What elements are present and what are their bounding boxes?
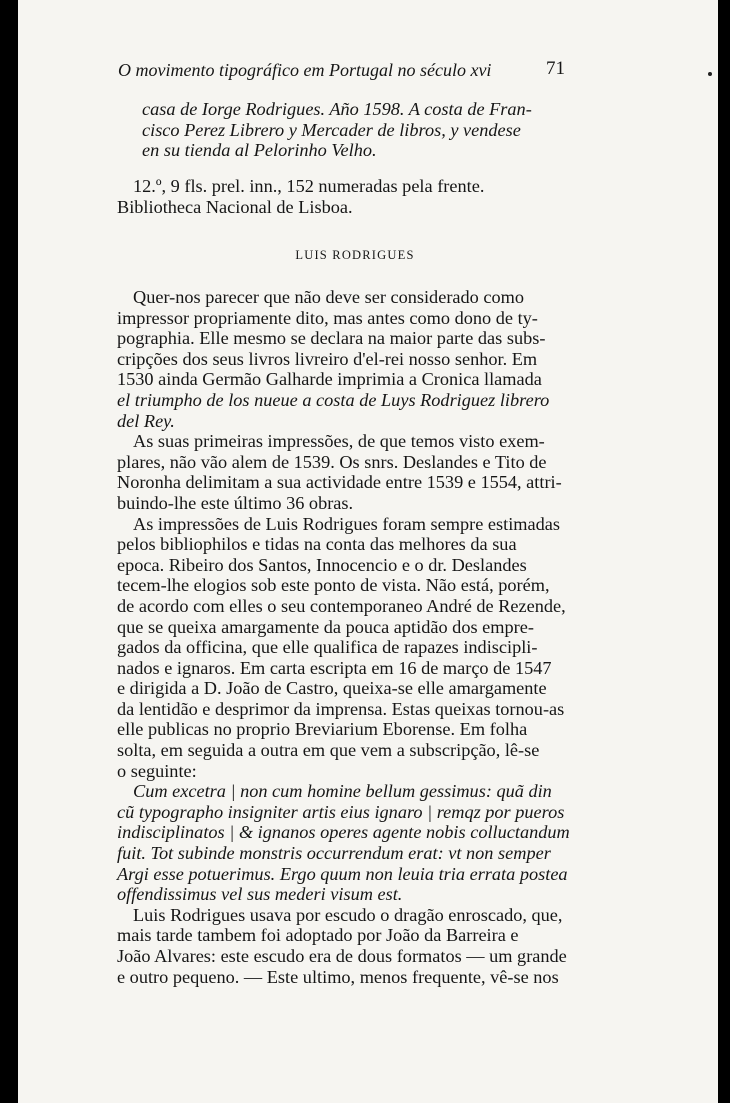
body-line: Cum excetra | non cum homine bellum gessimus: quã din: [133, 781, 552, 802]
body-line: epoca. Ribeiro dos Santos, Innocencio e o dr. Deslandes: [117, 554, 527, 575]
body-line: del Rey.: [117, 410, 175, 431]
body-line: mais tarde tambem foi adoptado por João da Barreira e: [117, 925, 519, 946]
body-line: João Alvares: este escudo era de dous formatos — um grande: [117, 946, 567, 966]
imprint-line: cisco Perez Librero y Mercader de libros, y vendese: [142, 119, 521, 140]
imprint-line: casa de Iorge Rodrigues. Año 1598. A costa de Fran-: [142, 99, 532, 119]
body-line: tecem-lhe elogios sob este ponto de vista. Não está, porém,: [117, 575, 550, 596]
body-line: cũ typographo insigniter artis eius ignaro | remqz por pueros: [117, 801, 565, 822]
section-title: LUIS RODRIGUES: [295, 248, 415, 262]
body-line: elle publicas no proprio Breviarium Eborense. Em folha: [117, 719, 528, 740]
body-line: pographia. Elle mesmo se declara na maior parte das subs-: [117, 328, 546, 349]
running-head: O movimento tipográfico em Portugal no século xvi: [118, 60, 492, 80]
colophon-block: [117, 176, 593, 217]
body-line: solta, em seguida a outra em que vem a subscripção, lê-se: [117, 740, 540, 761]
colophon-line: Bibliotheca Nacional de Lisboa.: [117, 196, 353, 217]
body-line: As impressões de Luis Rodrigues foram sempre estimadas: [133, 513, 560, 534]
body-line: e outro pequeno. — Este ultimo, menos frequente, vê-se nos: [117, 966, 559, 987]
body-line: que se queixa amargamente da pouca aptidão dos empre-: [117, 616, 534, 637]
body-line: 1530 ainda Germão Galharde imprimia a Cronica llamada: [117, 369, 542, 390]
body-line: pelos bibliophilos e tidas na conta das melhores da sua: [117, 534, 517, 555]
body-line: de acordo com elles o seu contemporaneo André de Rezende,: [117, 595, 566, 616]
ink-speck: [708, 72, 712, 76]
body-line: da lentidão e desprimor da imprensa. Estas queixas tornou-as: [117, 698, 565, 719]
body-line: el triumpho de los nueue a costa de Luys Rodriguez librero: [117, 389, 550, 410]
body-line: e dirigida a D. João de Castro, queixa-se elle amargamente: [117, 678, 547, 699]
body-line: nados e ignaros. Em carta escripta em 16 de março de 1547: [117, 657, 552, 678]
book-page: [18, 0, 718, 1103]
page-number: 71: [546, 58, 565, 79]
body-line: cripções dos seus livros livreiro d'el-rei nosso senhor. Em: [117, 348, 538, 369]
body-line: o seguinte:: [117, 760, 197, 781]
colophon-line: 12.º, 9 fls. prel. inn., 152 numeradas pela frente.: [133, 176, 485, 196]
body-line: offendissimus vel sus mederi visum est.: [117, 884, 403, 905]
body-line: Quer-nos parecer que não deve ser considerado como: [133, 287, 524, 307]
body-line: fuit. Tot subinde monstris occurrendum erat: vt non semper: [117, 843, 551, 864]
body-line: plares, não vão alem de 1539. Os snrs. Deslandes e Tito de: [117, 451, 547, 472]
body-line: buindo-lhe este último 36 obras.: [117, 492, 354, 513]
body-line: Argi esse potuerimus. Ergo quum non leuia tria errata postea: [117, 863, 568, 884]
body-line: gados da officina, que elle qualifica de rapazes indiscipli-: [117, 637, 538, 658]
body-line: impressor propriamente dito, mas antes como dono de ty-: [117, 307, 538, 328]
imprint-line: en su tienda al Pelorinho Velho.: [142, 140, 377, 161]
body-line: Luis Rodrigues usava por escudo o dragão enroscado, que,: [133, 904, 563, 925]
body-line: Noronha delimitam a sua actividade entre 1539 e 1554, attri-: [117, 472, 562, 493]
imprint-block: [142, 99, 588, 161]
body-text: [117, 287, 593, 987]
body-line: As suas primeiras impressões, de que temos visto exem-: [133, 431, 545, 452]
body-line: indisciplinatos | & ignanos operes agente nobis colluctandum: [117, 822, 570, 843]
